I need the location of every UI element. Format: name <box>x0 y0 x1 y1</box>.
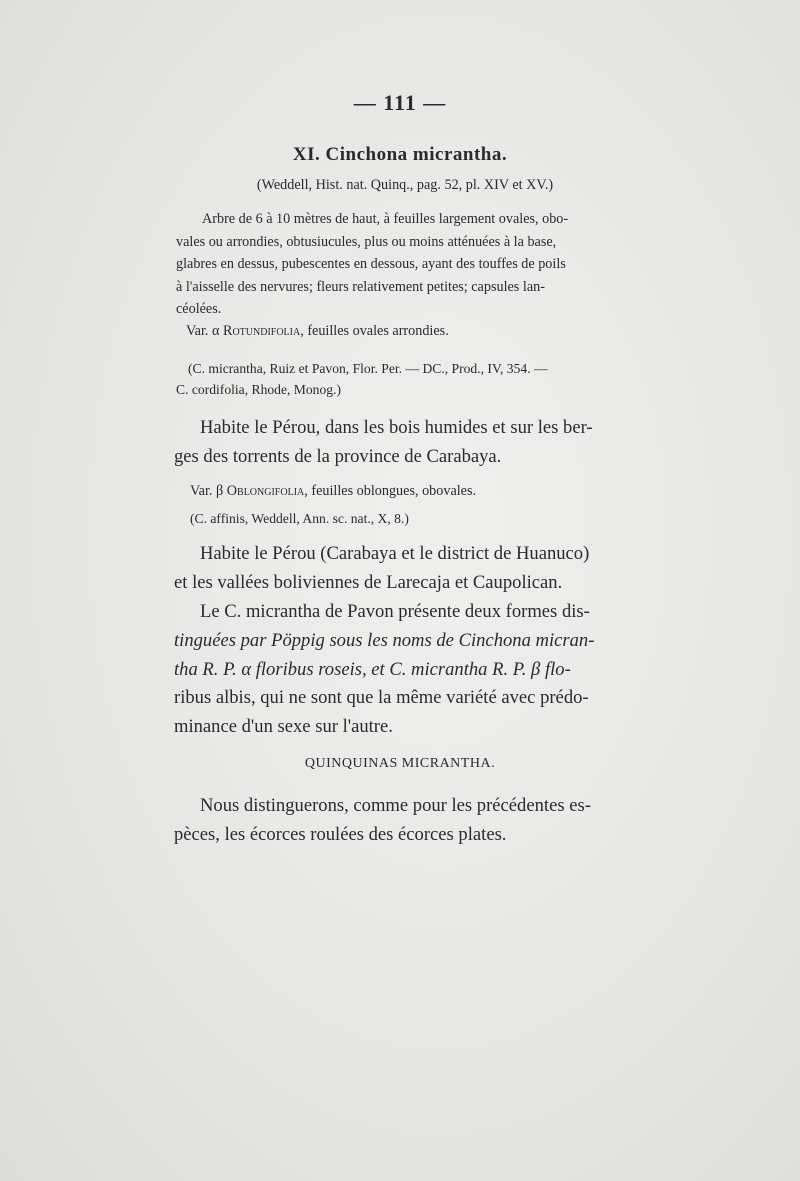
note-line: Le C. micrantha de Pavon présente deux formes dis- <box>200 601 590 622</box>
synonymy-alpha <box>176 358 634 400</box>
synonymy-beta: (C. affinis, Weddell, Ann. sc. nat., X, 8.) <box>190 511 409 526</box>
species-description <box>176 208 634 321</box>
description-line: vales ou arrondies, obtusiucules, plus ou moins atténuées à la base, <box>176 233 557 250</box>
description-line: à l'aisselle des nervures; fleurs relativement petites; capsules lan- <box>176 278 545 295</box>
description-line: glabres en dessus, pubescentes en dessous, ayant des touffes de poils <box>176 256 566 272</box>
note-line: tha R. P. α floribus roseis, et C. micrantha R. P. β flo- <box>174 658 571 680</box>
variety-prefix: Var. α <box>186 323 220 339</box>
description-line: céolées. <box>176 301 222 317</box>
synonymy-line: C. cordifolia, Rhode, Monog.) <box>176 382 341 397</box>
variety-desc: feuilles oblongues, obovales. <box>311 483 477 499</box>
reference-line: (Weddell, Hist. nat. Quinq., pag. 52, pl. XIV et XV.) <box>256 177 554 193</box>
section-heading: XI. Cinchona micrantha. <box>292 144 508 165</box>
habitat-line: Habite le Pérou (Carabaya et le district de Huanuco) <box>200 543 590 564</box>
habitat-line: ges des torrents de la province de Carabaya. <box>174 445 502 467</box>
closing-paragraph <box>174 792 636 850</box>
habitat-beta <box>174 540 636 598</box>
variety-beta <box>190 480 648 503</box>
habitat-line: Habite le Pérou, dans les bois humides et sur les ber- <box>200 417 593 438</box>
description-line: Arbre de 6 à 10 mètres de haut, à feuilles largement ovales, obo- <box>202 211 569 227</box>
closing-line: Nous distinguerons, comme pour les précédentes es- <box>200 795 591 816</box>
variety-name: Rotundifolia, <box>222 323 304 339</box>
variety-desc: feuilles ovales arrondies. <box>307 323 449 339</box>
variety-name: Oblongifolia, <box>226 483 308 499</box>
closing-line: pèces, les écorces roulées des écorces plates. <box>174 823 507 845</box>
note-line: ribus albis, qui ne sont que la même variété avec prédo- <box>174 687 589 709</box>
page-number: — 111 — <box>353 90 447 115</box>
variety-alpha <box>186 320 644 343</box>
variety-prefix: Var. β <box>190 483 224 499</box>
habitat-line: et les vallées boliviennes de Larecaja et Caupolican. <box>174 571 563 593</box>
note-line: minance d'un sexe sur l'autre. <box>174 716 393 738</box>
note-line: tinguées par Pöppig sous les noms de Cinchona micran- <box>174 629 595 651</box>
note-paragraph <box>174 598 636 742</box>
synonymy-line: (C. micrantha, Ruiz et Pavon, Flor. Per. — DC., Prod., IV, 354. — <box>188 361 548 376</box>
habitat-alpha <box>174 414 636 472</box>
subheading: QUINQUINAS MICRANTHA. <box>304 756 496 771</box>
